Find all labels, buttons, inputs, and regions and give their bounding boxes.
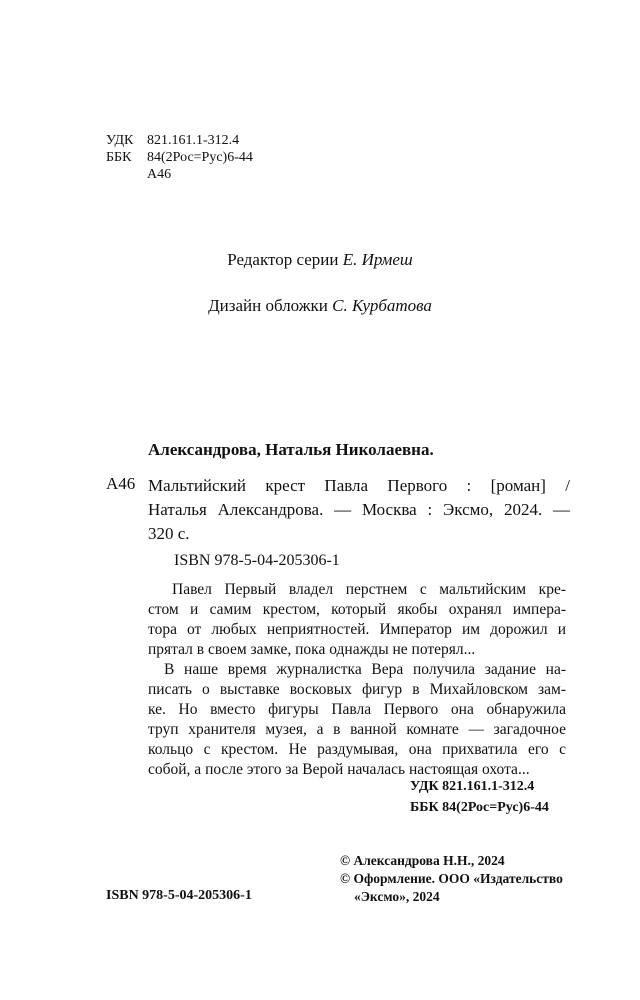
udk-bold: УДК 821.161.1-312.4 (410, 779, 535, 794)
title-line: Наталья Александрова. — Москва : Эксмо, 2024. — (148, 500, 570, 519)
annotation-line: стом и самим крестом, который якобы охранял импера- (148, 601, 566, 618)
copyright-design-cont: «Эксмо», 2024 (354, 889, 440, 904)
entry-isbn: ISBN 978-5-04-205306-1 (174, 552, 340, 569)
bbk-row (106, 149, 253, 166)
copyright-block (340, 852, 563, 906)
editor-label: Редактор серии (227, 250, 339, 269)
copyright-design: © Оформление. ООО «Издательство (340, 871, 563, 886)
annotation-line: труп хранителя музея, а в ванной комнате — загадочное (148, 721, 566, 738)
annotation-line: собой, а после этого за Верой началась настоящая охота... (148, 761, 530, 778)
cover-design-credit (0, 296, 640, 316)
annotation (148, 580, 566, 780)
bbk-value: 84(2Рос=Рус)6-44 (147, 150, 253, 165)
annotation-line: прятал в своем замке, пока однажды не потерял... (148, 641, 476, 658)
annotation-line: тора от любых неприятностей. Император им дорожил и (148, 621, 566, 638)
cover-name: С. Курбатова (332, 296, 432, 315)
entry-code: А46 (106, 474, 136, 493)
series-editor-credit (0, 250, 640, 270)
author-code-row (106, 166, 253, 183)
entry-title-block (148, 474, 570, 546)
annotation-line: Павел Первый владел перстнем с мальтийским кре- (172, 581, 566, 598)
isbn-bottom: ISBN 978-5-04-205306-1 (106, 888, 252, 903)
udk-row (106, 132, 253, 149)
entry-author: Александрова, Наталья Николаевна. (148, 440, 434, 459)
author-code: А46 (147, 167, 172, 182)
bbk-bold: ББК 84(2Рос=Рус)6-44 (410, 800, 549, 815)
annotation-line: писать о выставке восковых фигур в Михайловском зам- (148, 681, 566, 698)
classification-codes (106, 132, 253, 183)
annotation-line: ке. Но вместо фигуры Павла Первого она обнаружила (148, 701, 566, 718)
bbk-label: ББК (106, 150, 132, 165)
editor-name: Е. Ирмеш (342, 250, 413, 269)
udk-value: 821.161.1-312.4 (147, 133, 240, 148)
title-line: 320 с. (148, 524, 190, 543)
classification-codes-bold (410, 776, 549, 818)
annotation-line: В наше время журналистка Вера получила задание на- (164, 661, 566, 678)
cover-label: Дизайн обложки (208, 296, 328, 315)
title-line: Мальтийский крест Павла Первого : [роман] / (148, 476, 570, 495)
annotation-line: кольцо с крестом. Не раздумывая, она прихватила его с (148, 741, 566, 758)
copyright-author: © Александрова Н.Н., 2024 (340, 853, 505, 868)
udk-label: УДК (106, 133, 134, 148)
